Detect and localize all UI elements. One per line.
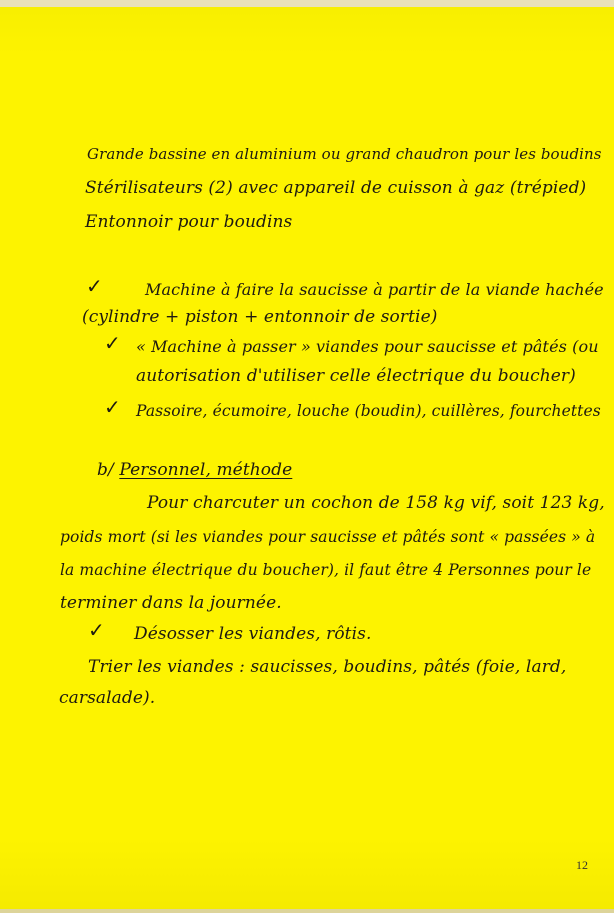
checklist-item-1-line-2: (cylindre + piston + entonnoir de sortie) [82,307,438,327]
page-number: 12 [576,858,588,872]
sort-line-2: carsalade). [59,688,156,708]
equipment-line-1: Grande bassine en aluminium ou grand chaudron pour les boudins [87,145,602,163]
page-bottom-edge [0,909,614,913]
equipment-line-3: Entonnoir pour boudins [85,212,293,232]
check-mark-icon: ✓ [86,274,103,298]
checklist-item-2-line-2: autorisation d'utiliser celle électrique du boucher) [136,366,576,386]
checklist-item-3: Passoire, écumoire, louche (boudin), cuillères, fourchettes [136,402,601,420]
sort-line-1: Trier les viandes : saucisses, boudins, pâtés (foie, lard, [88,657,567,677]
paragraph-line-1 [147,493,605,513]
check-mark-icon: ✓ [88,618,105,642]
paragraph-line-1-text: Pour charcuter un cochon de 158 kg vif, soit 123 kg, [147,493,605,513]
page-top-edge [0,0,614,7]
paragraph-line-2: poids mort (si les viandes pour saucisse et pâtés sont « passées » à [60,528,596,546]
section-title: Personnel, méthode [119,460,293,480]
section-number: b/ [97,460,114,480]
check-mark-icon: ✓ [104,331,121,355]
paragraph-line-3: la machine électrique du boucher), il faut être 4 Personnes pour le [60,561,592,579]
check-item-deboning: Désosser les viandes, rôtis. [134,624,372,644]
equipment-line-2: Stérilisateurs (2) avec appareil de cuisson à gaz (trépied) [85,178,587,198]
checklist-item-2-line-1: « Machine à passer » viandes pour saucisse et pâtés (ou [136,337,599,356]
paragraph-line-4: terminer dans la journée. [60,593,282,613]
checklist-item-1-line-1: Machine à faire la saucisse à partir de la viande hachée [145,280,604,299]
section-heading [97,460,292,480]
check-mark-icon: ✓ [104,395,121,419]
